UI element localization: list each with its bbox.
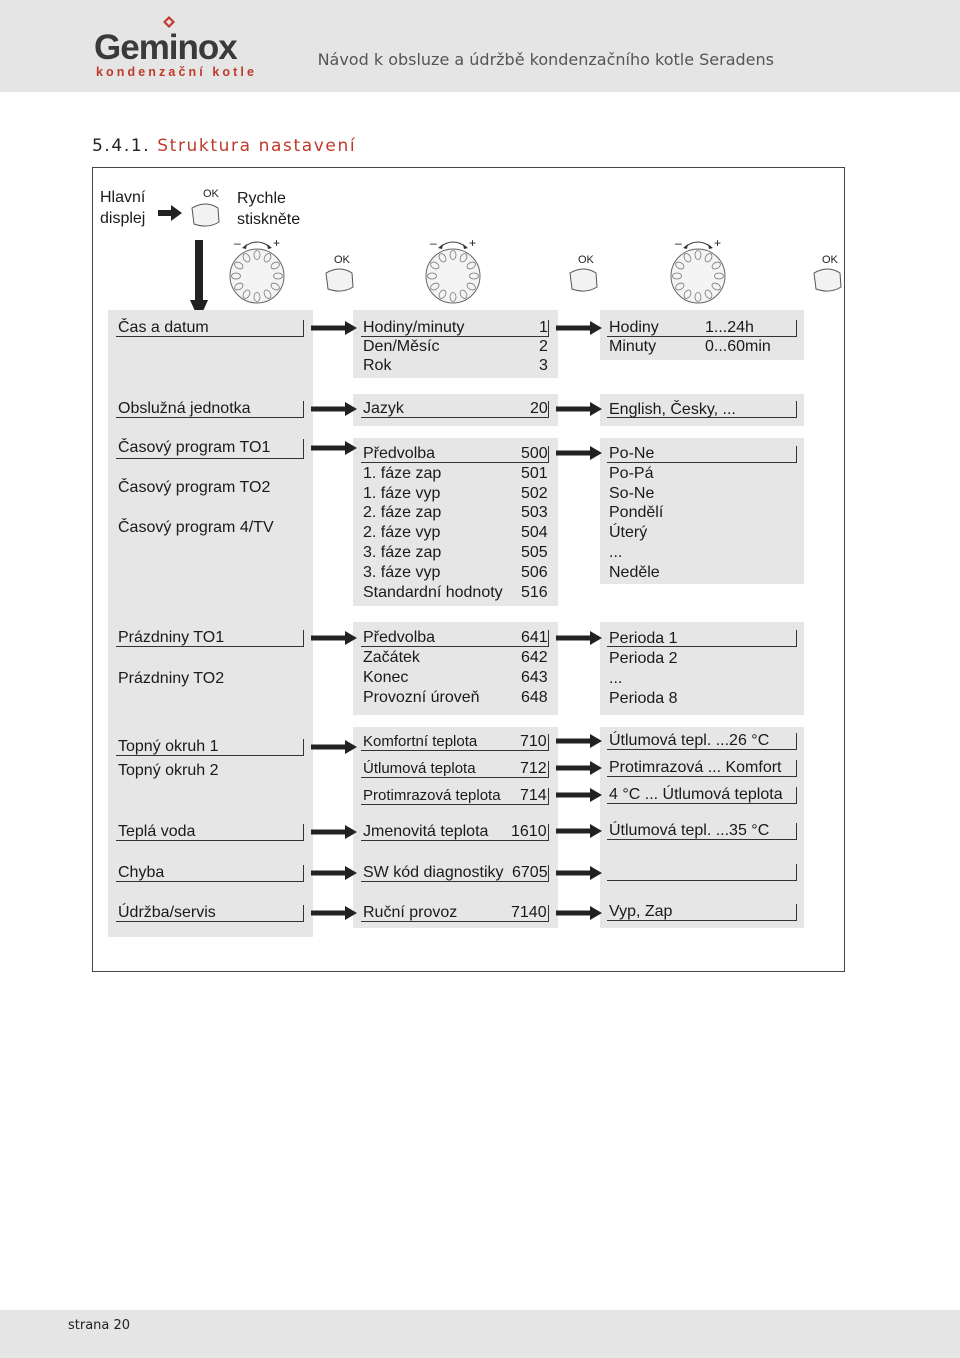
value-label: Perioda 2 bbox=[609, 650, 678, 667]
param-label: 1. fáze zap bbox=[363, 464, 442, 482]
param-code: 3 bbox=[539, 357, 548, 374]
param-code: 1 bbox=[539, 319, 548, 336]
menu-item-label: Údržba/servis bbox=[118, 904, 216, 921]
value-chyba[interactable] bbox=[607, 864, 797, 881]
param-label: Jmenovitá teplota bbox=[363, 823, 489, 840]
param-label: 3. fáze vyp bbox=[363, 563, 441, 581]
minus-label: – bbox=[430, 236, 437, 250]
minus-label: – bbox=[675, 236, 682, 250]
ok-button-icon[interactable] bbox=[810, 267, 844, 293]
menu-item-label: Prázdniny TO2 bbox=[118, 670, 225, 687]
value-range: 1...24h bbox=[705, 319, 754, 336]
arrow-right-icon bbox=[311, 631, 357, 645]
param-label: Protimrazová teplota bbox=[363, 787, 501, 804]
arrow-right-icon bbox=[556, 788, 602, 802]
param-code: 648 bbox=[521, 689, 548, 706]
ok-label: OK bbox=[822, 254, 838, 266]
param-label: Konec bbox=[363, 669, 409, 686]
param-code: 501 bbox=[521, 464, 548, 482]
value-label: Po-Pá bbox=[609, 464, 654, 482]
section-heading bbox=[92, 136, 356, 156]
menu-item-label: Topný okruh 1 bbox=[118, 738, 219, 755]
param-code: 6705 bbox=[512, 864, 548, 881]
arrow-right-icon bbox=[158, 205, 182, 221]
arrow-right-icon bbox=[311, 321, 357, 335]
param-code: 641 bbox=[521, 629, 548, 646]
value-label: Útlumová tepl. ...26 °C bbox=[609, 732, 770, 749]
param-code: 20 bbox=[530, 400, 548, 417]
logo-subtitle: kondenzační kotle bbox=[96, 65, 258, 79]
rotate-arrows-icon bbox=[242, 237, 272, 249]
menu-item-label: Obslužná jednotka bbox=[118, 400, 251, 417]
arrow-right-icon bbox=[311, 402, 357, 416]
rotate-arrows-icon bbox=[438, 237, 468, 249]
param-label: 2. fáze vyp bbox=[363, 524, 441, 542]
ok-label: OK bbox=[578, 254, 594, 266]
rotary-knob-icon[interactable] bbox=[425, 248, 481, 304]
param-label: Předvolba bbox=[363, 445, 436, 462]
arrow-right-icon bbox=[311, 906, 357, 920]
arrow-right-icon bbox=[556, 906, 602, 920]
value-label: Minuty bbox=[609, 338, 657, 355]
param-code: 710 bbox=[520, 733, 547, 750]
ok-label: OK bbox=[334, 254, 350, 266]
value-label: Po-Ne bbox=[609, 445, 655, 462]
param-label: Komfortní teplota bbox=[363, 733, 478, 750]
param-code: 1610 bbox=[511, 823, 547, 840]
value-label: Protimrazová ... Komfort bbox=[609, 759, 782, 776]
section-title: Struktura nastavení bbox=[157, 136, 357, 156]
arrow-right-icon bbox=[556, 402, 602, 416]
value-label: Perioda 8 bbox=[609, 690, 678, 707]
param-label: Provozní úroveň bbox=[363, 689, 480, 706]
menu-item-label: Časový program TO2 bbox=[118, 479, 271, 496]
param-label: Ruční provoz bbox=[363, 904, 458, 921]
menu-item-label: Časový program TO1 bbox=[118, 439, 271, 456]
param-code: 503 bbox=[521, 504, 548, 522]
param-code: 506 bbox=[521, 563, 548, 581]
logo-diamond-icon bbox=[163, 16, 175, 28]
menu-item-label: Prázdniny TO1 bbox=[118, 629, 225, 646]
value-label: English, Česky, ... bbox=[609, 401, 736, 418]
menu-item-label: Topný okruh 2 bbox=[118, 762, 219, 779]
value-label: Útlumová tepl. ...35 °C bbox=[609, 822, 770, 839]
param-label: Hodiny/minuty bbox=[363, 319, 465, 336]
arrow-right-icon bbox=[556, 631, 602, 645]
rotary-knob-icon[interactable] bbox=[229, 248, 285, 304]
value-label: Hodiny bbox=[609, 319, 659, 336]
arrow-down-icon bbox=[190, 240, 208, 320]
param-code: 712 bbox=[520, 760, 547, 777]
param-label: SW kód diagnostiky bbox=[363, 864, 504, 881]
value-label: So-Ne bbox=[609, 484, 655, 502]
param-code: 2 bbox=[539, 338, 548, 355]
value-label: ... bbox=[609, 544, 623, 561]
document-title: Návod k obsluze a údržbě kondenzačního kotle Seradens bbox=[317, 50, 774, 69]
param-code: 516 bbox=[521, 583, 548, 601]
main-display-label: Hlavní displej bbox=[100, 189, 146, 227]
param-label: Standardní hodnoty bbox=[363, 583, 503, 601]
param-label: Den/Měsíc bbox=[363, 338, 440, 355]
arrow-right-icon bbox=[311, 441, 357, 455]
quick-press-label: Rychle stiskněte bbox=[237, 190, 301, 228]
param-code: 502 bbox=[521, 484, 548, 502]
logo-text: Geminox bbox=[94, 28, 237, 67]
arrow-right-icon bbox=[556, 761, 602, 775]
value-label: Perioda 1 bbox=[609, 630, 678, 647]
arrow-right-icon bbox=[556, 824, 602, 838]
menu-item-label: Časový program 4/TV bbox=[118, 519, 274, 536]
value-label: Vyp, Zap bbox=[609, 903, 673, 920]
menu-item-label: Čas a datum bbox=[118, 319, 209, 336]
page-footer bbox=[0, 1310, 960, 1358]
arrow-right-icon bbox=[311, 740, 357, 754]
arrow-right-icon bbox=[556, 446, 602, 460]
ok-button-icon[interactable] bbox=[322, 267, 356, 293]
rotary-knob-icon[interactable] bbox=[670, 248, 726, 304]
arrow-right-icon bbox=[556, 734, 602, 748]
param-label: Rok bbox=[363, 357, 392, 374]
plus-label: + bbox=[714, 236, 722, 250]
param-label: Útlumová teplota bbox=[363, 760, 476, 777]
value-label: Neděle bbox=[609, 563, 660, 581]
section-number: 5.4.1. bbox=[92, 136, 151, 156]
value-range: 0...60min bbox=[705, 338, 771, 355]
minus-label: – bbox=[234, 236, 241, 250]
param-code: 7140 bbox=[511, 904, 547, 921]
param-code: 500 bbox=[521, 445, 548, 462]
param-label: 2. fáze zap bbox=[363, 504, 442, 522]
param-code: 714 bbox=[520, 787, 547, 804]
param-label: 1. fáze vyp bbox=[363, 484, 441, 502]
param-label: Jazyk bbox=[363, 400, 404, 417]
ok-button-icon bbox=[188, 202, 222, 228]
value-label: Úterý bbox=[609, 524, 648, 542]
arrow-right-icon bbox=[556, 321, 602, 335]
menu-item-label: Teplá voda bbox=[118, 823, 196, 840]
arrow-right-icon bbox=[311, 825, 357, 839]
ok-label: OK bbox=[203, 188, 219, 200]
page-number: strana 20 bbox=[68, 1318, 131, 1333]
param-label: 3. fáze zap bbox=[363, 544, 442, 561]
value-label: ... bbox=[609, 670, 623, 687]
param-code: 643 bbox=[521, 669, 548, 686]
param-code: 504 bbox=[521, 524, 548, 542]
arrow-right-icon bbox=[311, 866, 357, 880]
param-label: Začátek bbox=[363, 649, 420, 666]
param-code: 642 bbox=[521, 649, 548, 666]
param-label: Předvolba bbox=[363, 629, 436, 646]
value-label: Pondělí bbox=[609, 504, 664, 522]
menu-item-label: Chyba bbox=[118, 864, 165, 881]
plus-label: + bbox=[469, 236, 477, 250]
arrow-right-icon bbox=[556, 866, 602, 880]
plus-label: + bbox=[273, 236, 281, 250]
param-code: 505 bbox=[521, 544, 548, 561]
value-label: 4 °C ... Útlumová teplota bbox=[609, 786, 783, 803]
rotate-arrows-icon bbox=[683, 237, 713, 249]
ok-button-icon[interactable] bbox=[566, 267, 600, 293]
